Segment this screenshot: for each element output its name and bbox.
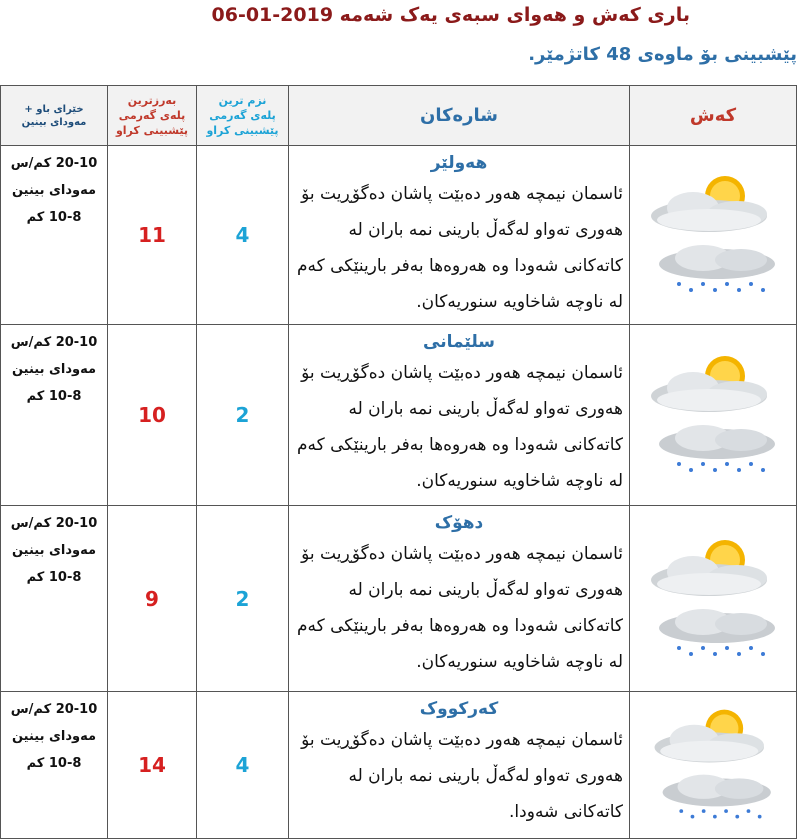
wind-speed: 20-10 کم/س (10, 702, 98, 717)
header-cities: شارەکان (289, 86, 630, 146)
min-temp: 2 (197, 506, 289, 692)
visibility-label: مەودای بینین (11, 543, 97, 558)
forecast-description: ئاسمان نیمچە هەور دەبێت پاشان دەگۆڕیت بۆ هەوری تەواو لەگەڵ بارینی نمە باران لە کاتەکانی شەودا وە هەروەها بەفر بارینێکی کەم لە ناوچە شاخاویە سنوریەکان. (297, 184, 623, 312)
max-temp: 9 (108, 506, 197, 692)
page-title: باری کەش و هەوای سبەی یەک شەمە 2019-01-06 (211, 4, 690, 26)
weather-icons-cell (630, 692, 797, 839)
min-temp: 4 (197, 146, 289, 325)
forecast-description: ئاسمان نیمچە هەور دەبێت پاشان دەگۆڕیت بۆ هەوری تەواو لەگەڵ بارینی نمە باران لە کاتەکانی شەودا وە هەروەها بەفر بارینێکی کەم لە ناوچە شاخاویە سنوریەکان. (297, 544, 623, 672)
header-max-temp: بەرزترین پلەی گەرمی پێشبینی کراو (108, 86, 197, 146)
visibility-value: 10-8 کم (26, 570, 82, 585)
partly-cloudy-sun-icon (630, 350, 796, 420)
partly-cloudy-sun-icon (630, 534, 796, 604)
table-row (1, 325, 797, 506)
wind-speed: 20-10 کم/س (10, 156, 98, 171)
city-name: دهۆک (434, 513, 484, 533)
cloud-rain-icon (630, 770, 796, 826)
partly-cloudy-sun-icon (630, 170, 796, 240)
city-cell (289, 692, 630, 839)
wind-visibility-cell (1, 506, 108, 692)
partly-cloudy-sun-icon (630, 704, 796, 770)
header-wind: خێرای باو + مەودای بینین (1, 86, 108, 146)
visibility-label: مەودای بینین (11, 729, 97, 744)
wind-speed: 20-10 کم/س (10, 335, 98, 350)
wind-speed: 20-10 کم/س (10, 516, 98, 531)
city-cell (289, 325, 630, 506)
cloud-rain-icon (630, 240, 796, 300)
header-min-temp: نزم ترین پلەی گەرمی پێشبینی کراو (197, 86, 289, 146)
visibility-label: مەودای بینین (11, 362, 97, 377)
min-temp: 2 (197, 325, 289, 506)
header-weather: کەش (630, 86, 797, 146)
table-row (1, 146, 797, 325)
visibility-label: مەودای بینین (11, 183, 97, 198)
table-row (1, 692, 797, 839)
visibility-value: 10-8 کم (26, 389, 82, 404)
cloud-rain-icon (630, 604, 796, 664)
weather-icons-cell (630, 146, 797, 325)
min-temp: 4 (197, 692, 289, 839)
city-name: سلێمانی (423, 332, 495, 352)
forecast-description: ئاسمان نیمچە هەور دەبێت پاشان دەگۆڕیت بۆ هەوری تەواو لەگەڵ بارینی نمە باران لە کاتەکانی شەودا. (301, 730, 623, 822)
weather-icons-cell (630, 325, 797, 506)
table-row (1, 506, 797, 692)
max-temp: 14 (108, 692, 197, 839)
weather-icons-cell (630, 506, 797, 692)
forecast-table (0, 85, 797, 839)
table-header-row (1, 86, 797, 146)
visibility-value: 10-8 کم (26, 210, 82, 225)
wind-visibility-cell (1, 146, 108, 325)
cloud-rain-icon (630, 420, 796, 480)
wind-visibility-cell (1, 692, 108, 839)
forecast-description: ئاسمان نیمچە هەور دەبێت پاشان دەگۆڕیت بۆ هەوری تەواو لەگەڵ بارینی نمە باران لە کاتەکانی شەودا وە هەروەها بەفر بارینێکی کەم لە ناوچە شاخاویە سنوریەکان. (297, 363, 623, 491)
max-temp: 11 (108, 146, 197, 325)
city-name: هەولێر (430, 153, 488, 173)
city-name: کەرکووک (419, 699, 499, 719)
visibility-value: 10-8 کم (26, 756, 82, 771)
wind-visibility-cell (1, 325, 108, 506)
city-cell (289, 506, 630, 692)
page-subtitle: پێشبینی بۆ ماوەی 48 کاتژمێر. (528, 44, 797, 65)
max-temp: 10 (108, 325, 197, 506)
city-cell (289, 146, 630, 325)
